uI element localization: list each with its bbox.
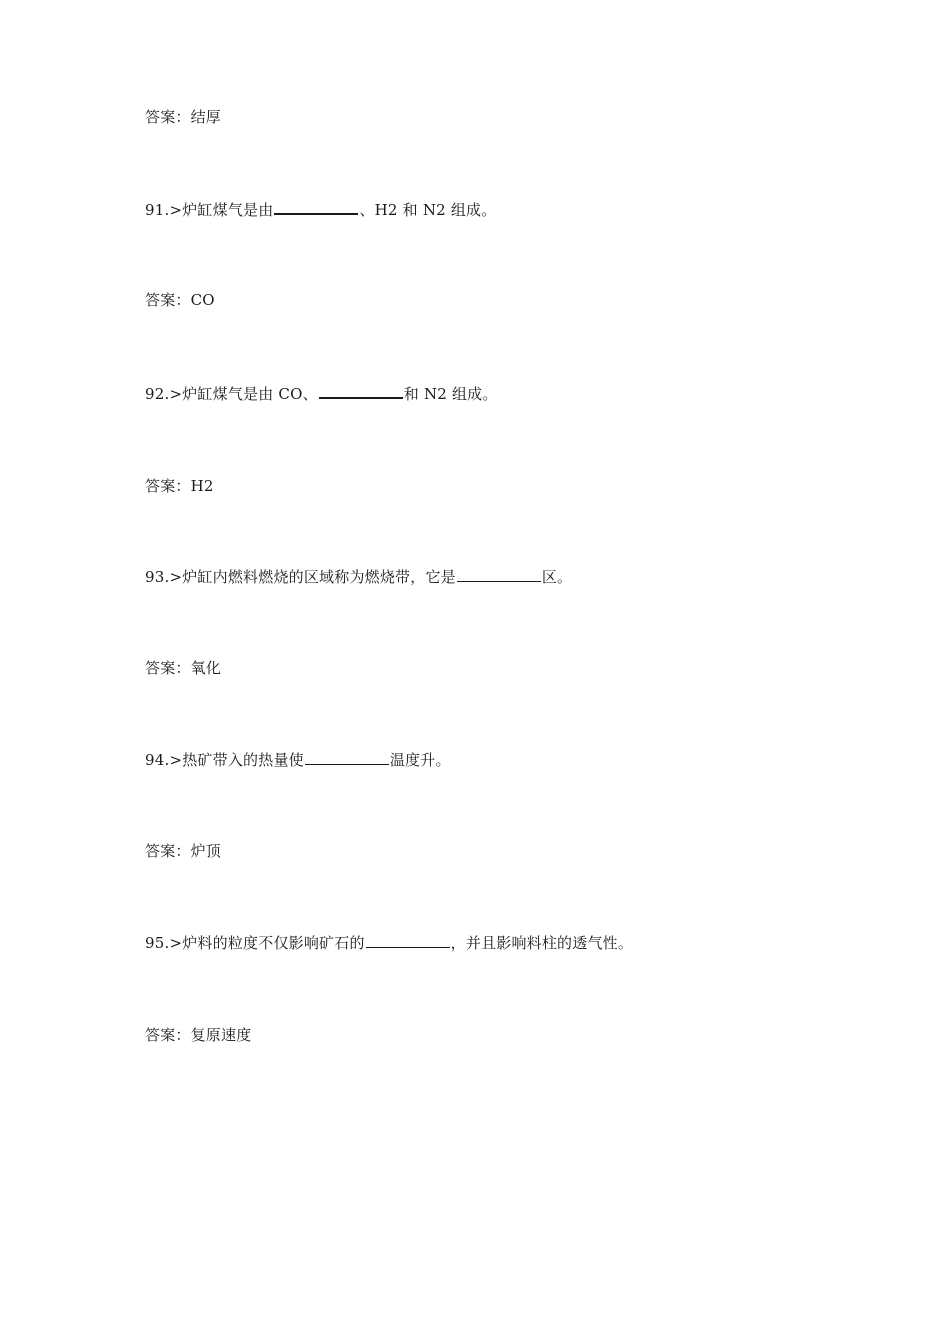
question-suffix: 温度升。 — [389, 751, 451, 769]
answer-text: 氧化 — [190, 659, 222, 677]
question-prefix: >炉料的粒度不仅影响矿石的 — [169, 934, 365, 952]
fill-blank — [366, 933, 450, 948]
question-suffix: ，并且影响料柱的透气性。 — [450, 934, 634, 952]
question-number: 92. — [145, 385, 170, 403]
question-line — [145, 199, 496, 220]
answer-text: CO — [190, 291, 215, 309]
answer-line — [145, 476, 214, 496]
answer-line — [145, 841, 221, 861]
fill-blank — [457, 567, 541, 582]
question-prefix: >热矿带入的热量使 — [169, 751, 304, 769]
answer-text: 炉顶 — [190, 842, 222, 860]
answer-label: 答案： — [145, 108, 191, 126]
fill-blank — [305, 750, 389, 765]
answer-label: 答案： — [145, 1026, 191, 1044]
answer-line — [145, 658, 221, 678]
fill-blank — [274, 199, 358, 215]
answer-text: 结厚 — [190, 108, 222, 126]
answer-line — [145, 1025, 251, 1045]
answer-line — [145, 107, 221, 127]
question-number: 93. — [145, 568, 170, 586]
question-prefix: >炉缸煤气是由 — [169, 201, 274, 219]
question-prefix: >炉缸煤气是由 CO、 — [169, 385, 318, 403]
question-line — [145, 383, 498, 404]
question-prefix: >炉缸内燃料燃烧的区域称为燃烧带，它是 — [169, 568, 456, 586]
question-line — [145, 750, 451, 770]
question-number: 94. — [145, 751, 170, 769]
question-line — [145, 933, 633, 953]
question-line — [145, 567, 572, 587]
fill-blank — [319, 383, 403, 399]
answer-label: 答案： — [145, 659, 191, 677]
question-suffix: 和 N2 组成。 — [403, 385, 498, 403]
answer-text: 复原速度 — [190, 1026, 252, 1044]
answer-label: 答案： — [145, 477, 191, 495]
question-suffix: 区。 — [541, 568, 573, 586]
question-number: 91. — [145, 201, 170, 219]
question-number: 95. — [145, 934, 170, 952]
answer-line — [145, 290, 215, 310]
answer-label: 答案： — [145, 842, 191, 860]
question-suffix: 、H2 和 N2 组成。 — [359, 201, 497, 219]
answer-text: H2 — [190, 477, 214, 495]
answer-label: 答案： — [145, 291, 191, 309]
